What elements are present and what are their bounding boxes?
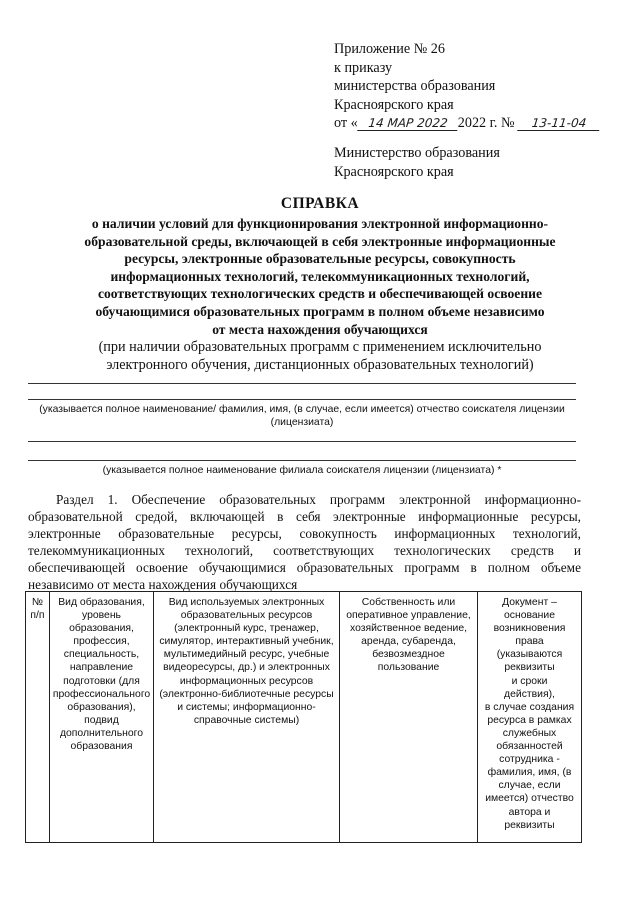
caption-line: (лицензиата) bbox=[270, 417, 334, 428]
header-line: видеоресурсы, др.) и электронных bbox=[163, 662, 330, 674]
header-line: специальность, bbox=[63, 649, 140, 661]
header-line: служебных bbox=[502, 727, 557, 739]
header-line: обязанностей bbox=[496, 741, 563, 753]
date-year: 2022 г. № bbox=[457, 115, 515, 132]
fill-line bbox=[28, 399, 576, 400]
header-line: фамилия, имя, (в bbox=[487, 767, 572, 779]
header-line: случае, если bbox=[498, 780, 561, 792]
header-line: действия), bbox=[504, 688, 555, 700]
header-line: в случае создания bbox=[484, 701, 575, 713]
header-line: (электронный курс, тренажер, bbox=[174, 623, 319, 635]
ministry-line: Министерство образования bbox=[334, 145, 500, 161]
table-header-row bbox=[26, 592, 582, 843]
header-resources bbox=[154, 592, 340, 843]
header-line: профессия, bbox=[73, 636, 130, 648]
header-line: возникновения bbox=[493, 623, 566, 635]
header-line: ресурса в рамках bbox=[487, 714, 572, 726]
date-prefix: от « bbox=[334, 115, 358, 132]
appendix-line: к приказу bbox=[334, 59, 393, 76]
title-block bbox=[20, 194, 620, 375]
subtitle-line: о наличии условий для функционирования электронной информационно- bbox=[91, 216, 549, 231]
header-number bbox=[26, 592, 50, 843]
header-line: основание bbox=[504, 610, 555, 622]
header-line: подготовки (для bbox=[63, 675, 140, 687]
header-document-basis bbox=[478, 592, 582, 843]
subtitle-line: информационных технологий, телекоммуникационных технологий, bbox=[110, 268, 530, 284]
appendix-date-line bbox=[334, 114, 624, 133]
handwritten-number: 13-11-04 bbox=[517, 116, 601, 131]
header-line: реквизиты bbox=[504, 662, 555, 674]
header-line: реквизиты bbox=[504, 819, 555, 831]
header-line: уровень образования, bbox=[69, 610, 134, 635]
header-line: хозяйственное ведение, bbox=[350, 623, 467, 635]
header-line: и системы; информационно- bbox=[177, 701, 316, 713]
note-line: электронного обучения, дистанционных образовательных технологий) bbox=[106, 356, 534, 373]
header-line: информационных ресурсов bbox=[179, 675, 314, 687]
header-line: безвозмездное bbox=[372, 649, 445, 661]
header-line: аренда, субаренда, bbox=[361, 636, 456, 648]
header-line: имеется) отчество bbox=[485, 793, 574, 805]
handwritten-date: 14 МАР 2022 bbox=[357, 116, 459, 131]
subtitle-line: ресурсы, электронные образовательные ресурсы, совокупность bbox=[124, 251, 516, 267]
applicant-caption bbox=[28, 403, 576, 429]
header-line: пользование bbox=[377, 662, 440, 674]
branch-caption: (указывается полное наименование филиала соискателя лицензии (лицензиата) * bbox=[102, 465, 502, 476]
header-line: п/п bbox=[30, 610, 45, 622]
subtitle-line: соответствующих технологических средств и обеспечивающей освоение bbox=[97, 286, 543, 302]
caption-line: (указывается полное наименование/ фамилия, имя, (в случае, если имеется) отчество соискателя лицензии bbox=[39, 404, 565, 415]
subtitle-line: обучающимися образовательных программ в полном объеме независимо bbox=[95, 303, 545, 319]
header-line: и сроки bbox=[511, 675, 548, 687]
document-title: СПРАВКА bbox=[280, 195, 360, 212]
header-line: мультимедийный ресурс, учебные bbox=[163, 649, 330, 661]
header-line: Документ – bbox=[502, 597, 557, 608]
header-education-type bbox=[50, 592, 154, 843]
subtitle-line: от места нахождения обучающихся bbox=[212, 321, 428, 337]
appendix-block bbox=[334, 40, 624, 133]
header-line: образования), подвид bbox=[67, 701, 136, 726]
fill-line bbox=[28, 460, 576, 461]
header-line: образования bbox=[70, 741, 133, 753]
header-line: № bbox=[31, 597, 44, 608]
header-line: (электронно-библиотечные ресурсы bbox=[159, 688, 334, 700]
appendix-line: Приложение № 26 bbox=[334, 41, 445, 57]
header-line: права bbox=[515, 636, 544, 648]
header-line: справочные системы) bbox=[193, 714, 300, 726]
fill-line bbox=[28, 383, 576, 384]
header-ownership bbox=[340, 592, 478, 843]
resources-table bbox=[25, 591, 582, 843]
header-line: образовательных ресурсов bbox=[180, 610, 313, 622]
fill-line bbox=[28, 441, 576, 442]
subtitle-line: образовательной среды, включающей в себя электронные информационные bbox=[84, 233, 556, 249]
note-line: (при наличии образовательных программ с применением исключительно bbox=[98, 339, 542, 356]
header-line: Вид образования, bbox=[58, 597, 145, 608]
document-note bbox=[20, 339, 620, 375]
header-line: автора и bbox=[508, 806, 551, 818]
header-line: профессионального bbox=[52, 688, 151, 700]
header-line: Вид используемых электронных bbox=[168, 597, 325, 608]
header-line: симулятор, интерактивный учебник, bbox=[159, 636, 334, 648]
header-line: направление bbox=[69, 662, 134, 674]
ministry-block bbox=[334, 144, 624, 181]
header-line: оперативное управление, bbox=[346, 610, 471, 622]
ministry-line: Красноярского края bbox=[334, 163, 454, 180]
header-line: (указываются bbox=[496, 649, 563, 661]
header-line: Собственность или bbox=[361, 597, 456, 608]
appendix-line: министерства образования bbox=[334, 78, 496, 95]
header-line: дополнительного bbox=[59, 727, 144, 739]
section-1-text: Раздел 1. Обеспечение образовательных программ электронной информационно-образовательной средой, включающей в себя электронные информационные ресурсы, электронные образовательные ресурсы, совокупность информационных технологий, телекоммуникационных технологий, соответствующих технологических средств и обеспечивающей освоение обучающимися образовательных программ в полном объеме независимо от места нахождения обучающихся bbox=[28, 492, 581, 593]
header-line: сотрудника - bbox=[499, 754, 560, 766]
appendix-line: Красноярского края bbox=[334, 96, 454, 113]
document-subtitle bbox=[20, 215, 620, 338]
